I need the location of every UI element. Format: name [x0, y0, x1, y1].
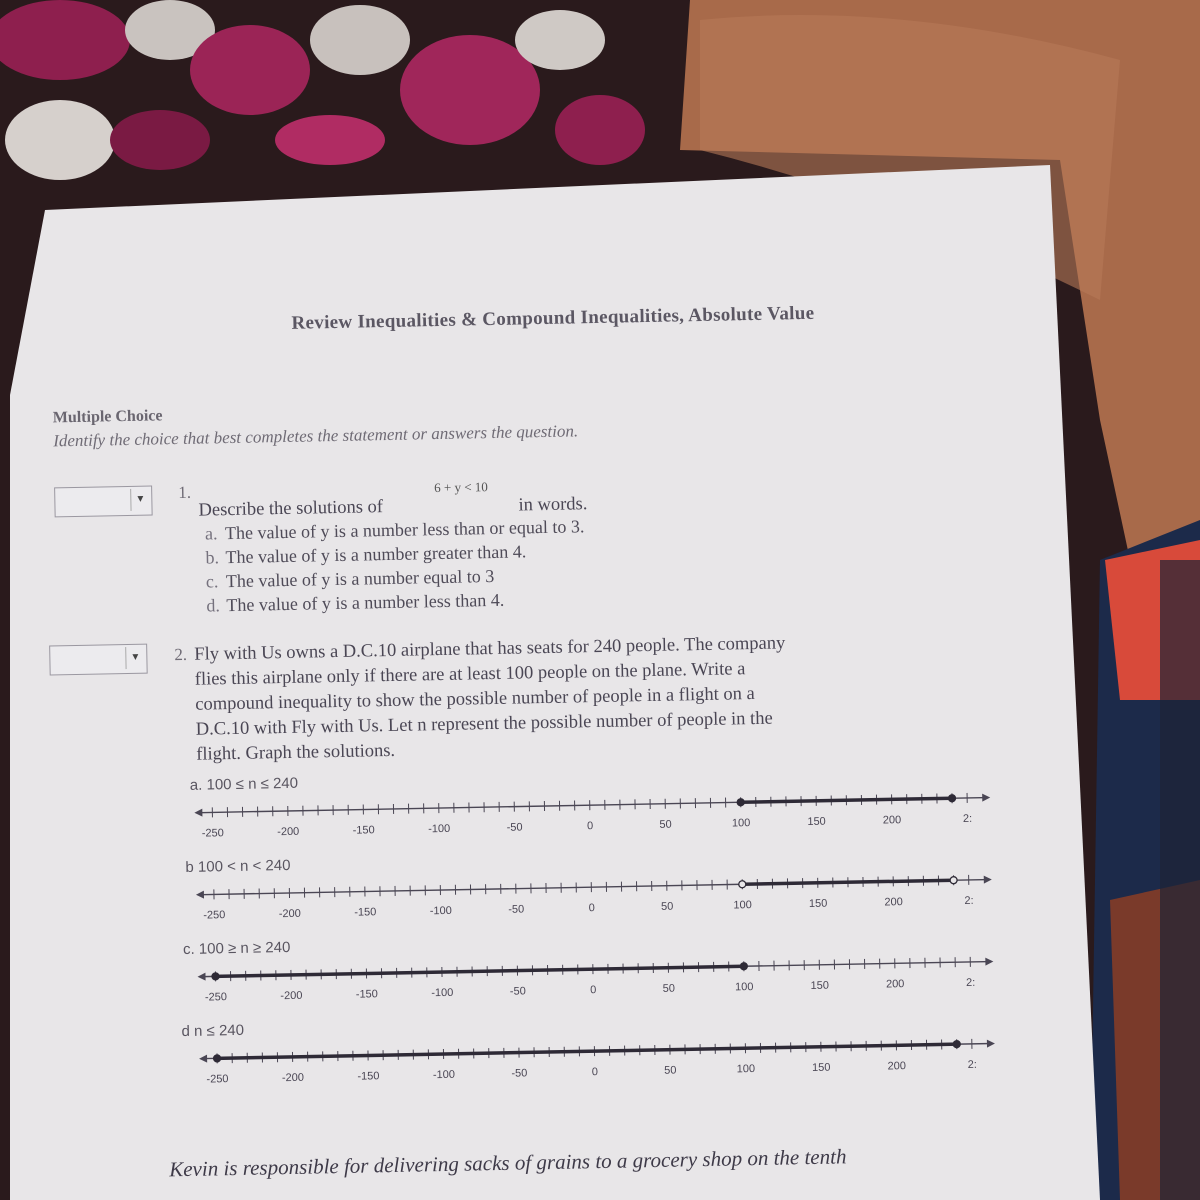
solution-segment [217, 1044, 957, 1058]
tick-label: -100 [428, 822, 451, 836]
endpoint-right [948, 795, 955, 802]
tick-label: -150 [355, 988, 379, 1001]
tick-label: 2: [965, 976, 976, 989]
answer-dropdown-q1[interactable] [54, 486, 153, 518]
option-c-number-line [195, 947, 996, 1012]
question-1-choice-c[interactable]: c. The value of y is a number equal to 3 [205, 565, 495, 592]
solution-segment [216, 966, 744, 976]
answer-dropdown-q2[interactable] [49, 644, 148, 676]
tick-label: 2: [962, 812, 973, 826]
question-2-line: D.C.10 with Fly with Us. Let n represent the possible number of people in the [195, 708, 773, 740]
tick-label: 150 [810, 979, 830, 992]
arrow-right-icon [982, 793, 990, 801]
question-1-stem-after: in words. [518, 494, 588, 516]
tick-label: -50 [509, 985, 526, 998]
endpoint-right [950, 877, 957, 884]
arrow-left-icon [194, 809, 202, 817]
arrow-left-icon [197, 973, 205, 981]
tick-label: -50 [508, 903, 525, 916]
endpoint-left [212, 973, 219, 980]
question-1-choice-a[interactable]: a. The value of y is a number less than or equal to 3. [204, 516, 585, 544]
option-b-label[interactable]: b 100 < n < 240 [185, 856, 291, 876]
tick-label: 100 [734, 981, 754, 994]
endpoint-left [739, 881, 746, 888]
tick-label: -150 [357, 1070, 380, 1083]
tick-label: 50 [664, 1064, 677, 1077]
worksheet-title: Review Inequalities & Compound Inequalities, Absolute Value [291, 302, 815, 334]
chevron-down-icon[interactable]: ▼ [125, 647, 144, 669]
tick-label: 0 [586, 820, 594, 833]
tick-label: 0 [591, 1066, 599, 1079]
question-1-stem-before: Describe the solutions of [198, 497, 384, 521]
tick-label: -150 [354, 906, 377, 919]
question-1-choice-b[interactable]: b. The value of y is a number greater than 4. [205, 541, 527, 568]
tick-label: -200 [281, 1071, 305, 1085]
tick-label: -200 [280, 989, 303, 1003]
section-heading: Multiple Choice [52, 407, 163, 427]
arrow-left-icon [199, 1055, 207, 1063]
chevron-down-icon[interactable]: ▼ [130, 489, 149, 511]
question-2-line: flies this airplane only if there are at least 100 people on the plane. Write a [194, 659, 746, 690]
tick-label: 150 [807, 815, 826, 829]
endpoint-left [737, 799, 744, 806]
option-d-number-line [197, 1029, 998, 1094]
arrow-right-icon [984, 875, 992, 883]
tick-label: -150 [352, 824, 375, 837]
arrow-right-icon [985, 957, 993, 965]
tick-label: 50 [660, 900, 674, 913]
question-2-line: compound inequality to show the possible number of people in a flight on a [195, 683, 755, 715]
tick-label: -250 [204, 991, 228, 1004]
tick-label: -250 [206, 1073, 229, 1086]
tick-label: -50 [506, 821, 523, 834]
tick-label: 150 [808, 897, 828, 910]
tick-label: -250 [203, 909, 226, 922]
question-2-line: flight. Graph the solutions. [196, 740, 396, 765]
worksheet [20, 150, 1090, 1200]
endpoint-right [953, 1041, 960, 1048]
tick-label: -100 [429, 904, 452, 918]
option-a-number-line [192, 783, 993, 848]
question-1-inequality: 6 + y < 10 [434, 479, 488, 496]
option-b-number-line [194, 865, 995, 930]
endpoint-right [740, 963, 747, 970]
tick-label: 200 [885, 978, 905, 991]
tick-label: 2: [964, 894, 974, 908]
question-1-number: 1. [178, 482, 192, 503]
tick-label: 0 [590, 984, 597, 997]
tick-label: -100 [432, 1068, 456, 1082]
tick-label: 2: [967, 1058, 977, 1071]
option-c-label[interactable]: c. 100 ≥ n ≥ 240 [182, 938, 291, 959]
tick-label: 0 [588, 902, 595, 915]
tick-label: 200 [882, 814, 902, 827]
tick-label: -50 [511, 1067, 528, 1080]
arrow-right-icon [987, 1039, 995, 1047]
tick-label: -200 [278, 907, 301, 921]
tick-label: -250 [201, 827, 224, 840]
section-instructions: Identify the choice that best completes the statement or answers the question. [53, 421, 579, 451]
tick-label: -100 [431, 986, 454, 1000]
tick-label: -200 [277, 825, 300, 839]
option-a-label[interactable]: a. 100 ≤ n ≤ 240 [189, 774, 299, 794]
arrow-left-icon [196, 891, 204, 899]
question-2-line: Fly with Us owns a D.C.10 airplane that has seats for 240 people. The company [194, 633, 786, 665]
tick-label: 200 [887, 1060, 907, 1073]
tick-label: 50 [659, 818, 672, 831]
endpoint-left [214, 1055, 221, 1062]
tick-label: 100 [731, 817, 751, 830]
tick-label: 100 [733, 899, 752, 912]
question-2-number: 2. [174, 644, 188, 665]
question-2-stem [194, 631, 787, 767]
tick-label: 200 [884, 896, 903, 909]
solution-segment [742, 880, 953, 884]
tick-label: 150 [812, 1061, 831, 1074]
tick-label: 100 [736, 1063, 756, 1076]
solution-segment [741, 798, 952, 802]
next-question-text: Kevin is responsible for delivering sacks of grains to a grocery shop on the tenth [168, 1144, 847, 1182]
option-d-label[interactable]: d n ≤ 240 [181, 1021, 245, 1041]
question-1-stem [198, 495, 383, 524]
question-1-choice-d[interactable]: d. The value of y is a number less than 4. [206, 589, 505, 616]
tick-label: 50 [662, 982, 676, 995]
